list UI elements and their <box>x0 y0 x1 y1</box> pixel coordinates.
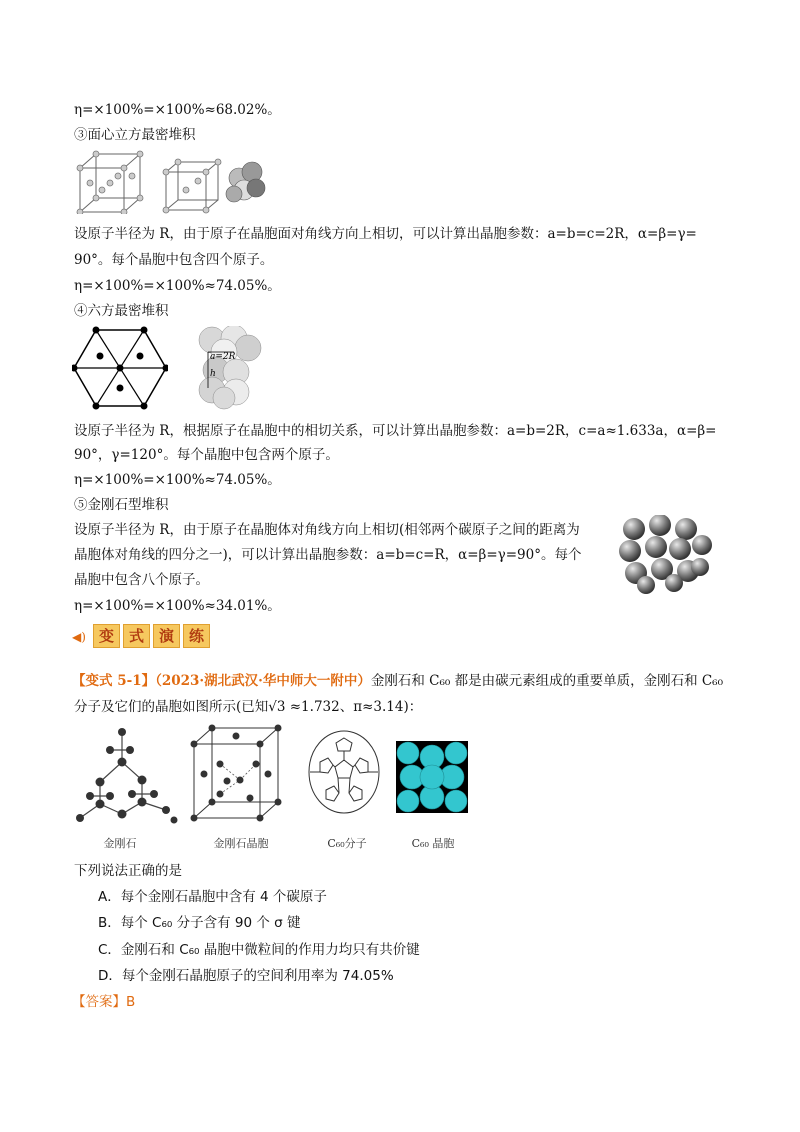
question-stem: 金刚石和 C₆₀ 都是由碳元素组成的重要单质，金刚石和 C₆₀ <box>370 673 724 689</box>
diamond-description: 设原子半径为 R，由于原子在晶胞体对角线方向上相切(相邻两个碳原子之间的距离为 <box>74 522 580 538</box>
diamond-description-end: 晶胞中包含八个原子。 <box>74 572 209 588</box>
option-d: D．每个金刚石晶胞原子的空间利用率为 74.05% <box>98 968 394 984</box>
diamond-cell-figure <box>190 724 282 822</box>
hcp-description: 设原子半径为 R，根据原子在晶胞中的相切关系，可以计算出晶胞参数：a=b=2R，c=a≈1.633a，α=β= <box>74 423 717 439</box>
hcp-a-label: a=2R <box>210 352 236 362</box>
option-c: C．金刚石和 C₆₀ 晶胞中微粒间的作用力均只有共价键 <box>98 942 420 958</box>
c60-molecule-figure <box>306 728 382 816</box>
exercise-banner <box>72 624 213 648</box>
c60-cell-figure <box>396 741 468 813</box>
diamond-description-cont: 晶胞体对角线的四分之一)，可以计算出晶胞参数：a=b=c=R，α=β=γ=90°。每个 <box>74 547 582 563</box>
answer-label: 【答案】 <box>72 994 126 1010</box>
efficiency-diamond: η=×100%=×100%≈34.01%。 <box>74 598 281 614</box>
option-b: B．每个 C₆₀ 分子含有 90 个 σ 键 <box>98 915 301 931</box>
question-header <box>72 672 723 690</box>
fcc-description: 设原子半径为 R，由于原子在晶胞面对角线方向上相切，可以计算出晶胞参数：a=b=c=2R，α=β=γ= <box>74 226 697 242</box>
caption-diamond-cell: 金刚石晶胞 <box>213 837 269 850</box>
diamond-packing-figure <box>616 515 712 595</box>
heading-diamond: ⑤金刚石型堆积 <box>74 497 169 513</box>
caption-c60-molecule: C₆₀分子 <box>327 837 367 850</box>
efficiency-fcc: η=×100%=×100%≈74.05%。 <box>74 278 281 294</box>
question-source: （2023·湖北武汉·华中师大一附中） <box>155 673 371 689</box>
banner-char: 练 <box>183 624 210 648</box>
heading-hcp: ④六方最密堆积 <box>74 303 169 319</box>
fcc-description-cont: 90°。每个晶胞中包含四个原子。 <box>74 252 274 268</box>
banner-char: 变 <box>93 624 120 648</box>
hcp-sphere-figure <box>196 326 266 410</box>
question-tag: 【变式 5-1】 <box>72 673 156 689</box>
diamond-structure-figure <box>70 722 180 826</box>
hcp-description-cont: 90°，γ=120°。每个晶胞中包含两个原子。 <box>74 447 339 463</box>
caption-c60-cell: C₆₀ 晶胞 <box>411 837 455 850</box>
efficiency-hcp: η=×100%=×100%≈74.05%。 <box>74 472 281 488</box>
speaker-icon: ◀) <box>72 630 86 644</box>
option-a: A．每个金刚石晶胞中含有 4 个碳原子 <box>98 889 327 905</box>
question-prompt: 下列说法正确的是 <box>74 863 182 879</box>
banner-char: 演 <box>153 624 180 648</box>
hexagon-figure <box>72 326 168 410</box>
banner-char: 式 <box>123 624 150 648</box>
caption-diamond: 金刚石 <box>103 837 137 850</box>
answer-value: B <box>126 994 136 1010</box>
answer-line <box>72 993 135 1011</box>
fcc-figures <box>76 150 266 214</box>
hcp-h-label: h <box>210 369 216 379</box>
heading-fcc: ③面心立方最密堆积 <box>74 127 196 143</box>
question-stem-cont: 分子及它们的晶胞如图所示(已知√3 ≈1.732、π≈3.14)： <box>74 699 423 715</box>
efficiency-bcc: η=×100%=×100%≈68.02%。 <box>74 102 281 118</box>
